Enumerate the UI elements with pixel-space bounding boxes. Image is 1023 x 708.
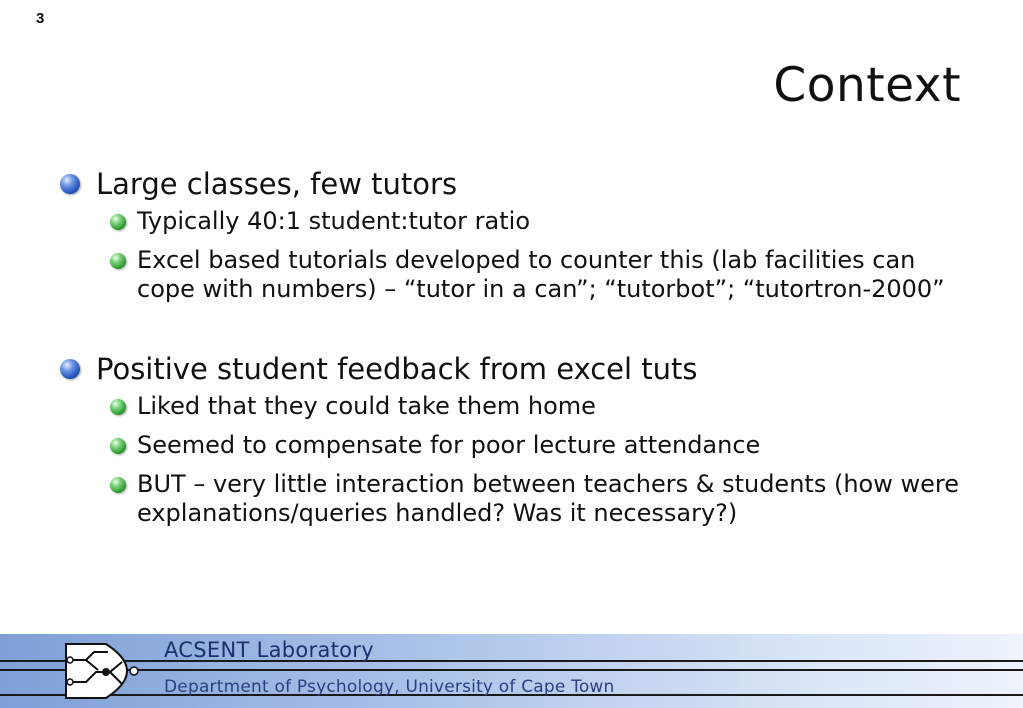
slide-title: Context	[773, 58, 961, 113]
blue-bullet-icon	[60, 174, 80, 194]
footer-department: Department of Psychology, University of Cape Town	[164, 677, 615, 697]
bullet-text: Excel based tutorials developed to counter this (lab facilities can cope with numbers) – “tutor in a can”; “tutorbot”; “tutortron-2000”	[137, 246, 945, 303]
bullet-level2	[58, 392, 978, 421]
bullet-level2	[58, 470, 978, 528]
green-bullet-icon	[110, 253, 126, 269]
bullet-text: BUT – very little interaction between teachers & students (how were explanations/queries handled? Was it necessary?)	[137, 470, 959, 527]
bullet-level1	[58, 350, 978, 388]
footer-rule	[0, 660, 1023, 662]
bullet-text: Typically 40:1 student:tutor ratio	[137, 207, 530, 235]
blue-bullet-icon	[60, 359, 80, 379]
bullet-level2	[58, 431, 978, 460]
bullet-level2	[58, 246, 978, 304]
green-bullet-icon	[110, 438, 126, 454]
green-bullet-icon	[110, 214, 126, 230]
bullet-text: Large classes, few tutors	[96, 167, 458, 201]
footer-lab-name: ACSENT Laboratory	[164, 638, 374, 662]
slide-number: 3	[36, 10, 45, 27]
bullet-level2	[58, 207, 978, 236]
slide-content	[58, 165, 978, 528]
bullet-level1	[58, 165, 978, 203]
bullet-text: Positive student feedback from excel tuts	[96, 352, 698, 386]
bullet-text: Seemed to compensate for poor lecture attendance	[137, 431, 761, 459]
bullet-text: Liked that they could take them home	[137, 392, 596, 420]
footer-rule	[0, 669, 1023, 671]
green-bullet-icon	[110, 477, 126, 493]
green-bullet-icon	[110, 399, 126, 415]
acsent-logo-icon	[62, 640, 152, 702]
